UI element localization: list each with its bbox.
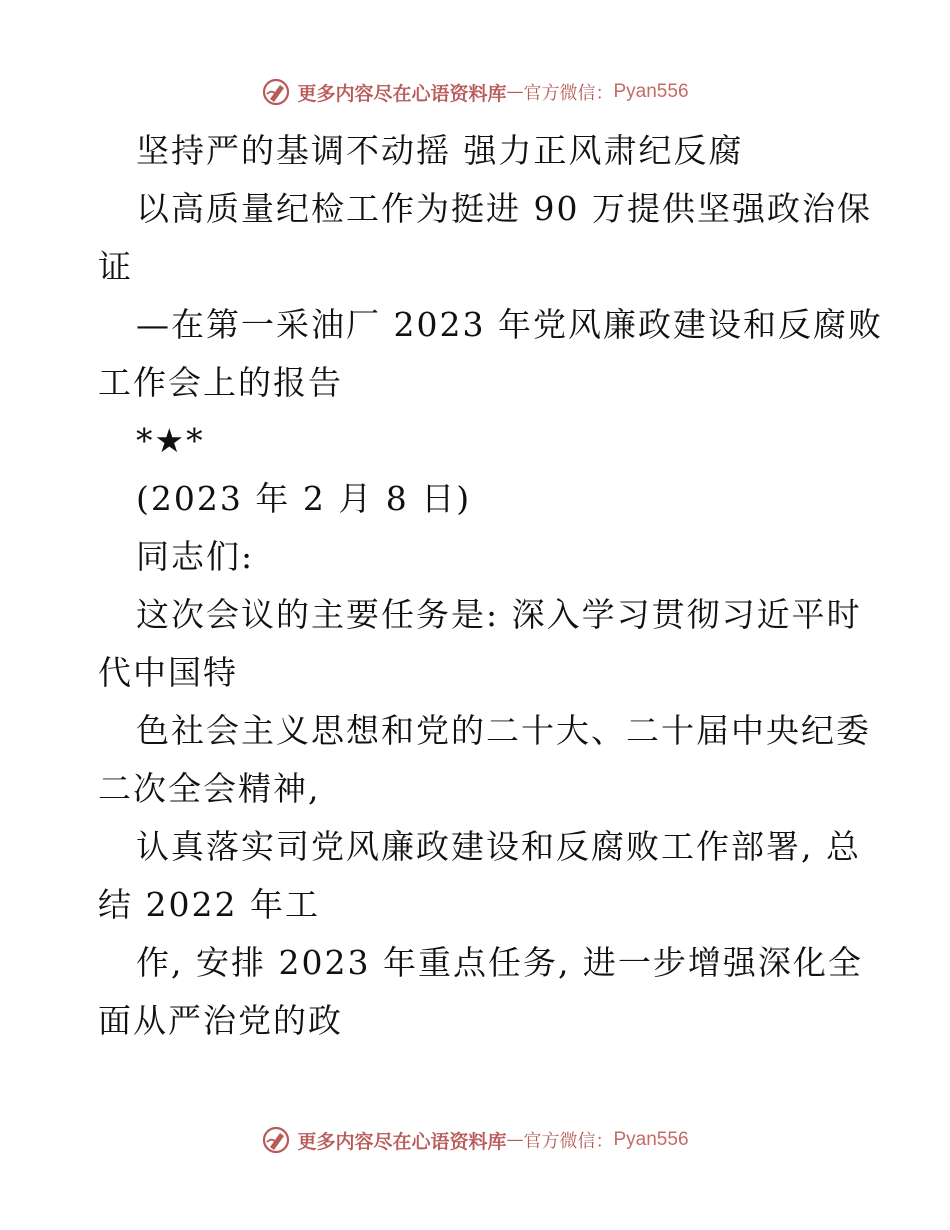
document-body [98,122,883,1050]
document-line: 色社会主义思想和党的二十大、二十届中央纪委 [136,711,871,750]
watermark-separator: — [506,82,524,102]
header-watermark [0,72,950,112]
document-line: 这次会议的主要任务是: 深入学习贯彻习近平时 [136,595,862,634]
document-line: (2023 年 2 月 8 日) [136,479,472,518]
watermark-wechat-id: Pyan556 [613,1129,689,1150]
watermark-wechat-id: Pyan556 [613,81,689,102]
document-line: 二次全会精神, [98,769,321,808]
document-line: 工作会上的报告 [98,363,343,402]
watermark-brand: 更多内容尽在心语资料库 [297,1130,507,1153]
document-line: 结 2022 年工 [98,885,320,924]
pen-logo-icon [261,77,291,107]
document-line: 证 [98,247,133,286]
document-line: 以高质量纪检工作为挺进 90 万提供坚强政治保 [136,189,872,228]
document-line: 面从严治党的政 [98,1001,343,1040]
watermark-label: 官方微信： [523,83,614,104]
document-line: 认真落实司党风廉政建设和反腐败工作部署, 总 [136,827,861,866]
document-line: *★* [136,421,205,460]
pen-logo-icon [261,1125,291,1155]
document-line: 代中国特 [98,653,238,692]
document-line: 同志们: [136,537,255,576]
document-line: 坚持严的基调不动摇 强力正风肃纪反腐 [136,131,744,170]
watermark-separator: — [506,1130,524,1150]
document-line: 作, 安排 2023 年重点任务, 进一步增强深化全 [136,943,863,982]
watermark-label: 官方微信： [523,1131,614,1152]
watermark-brand: 更多内容尽在心语资料库 [297,82,507,105]
document-line: —在第一采油厂 2023 年党风廉政建设和反腐败 [136,305,883,344]
footer-watermark [0,1120,950,1160]
